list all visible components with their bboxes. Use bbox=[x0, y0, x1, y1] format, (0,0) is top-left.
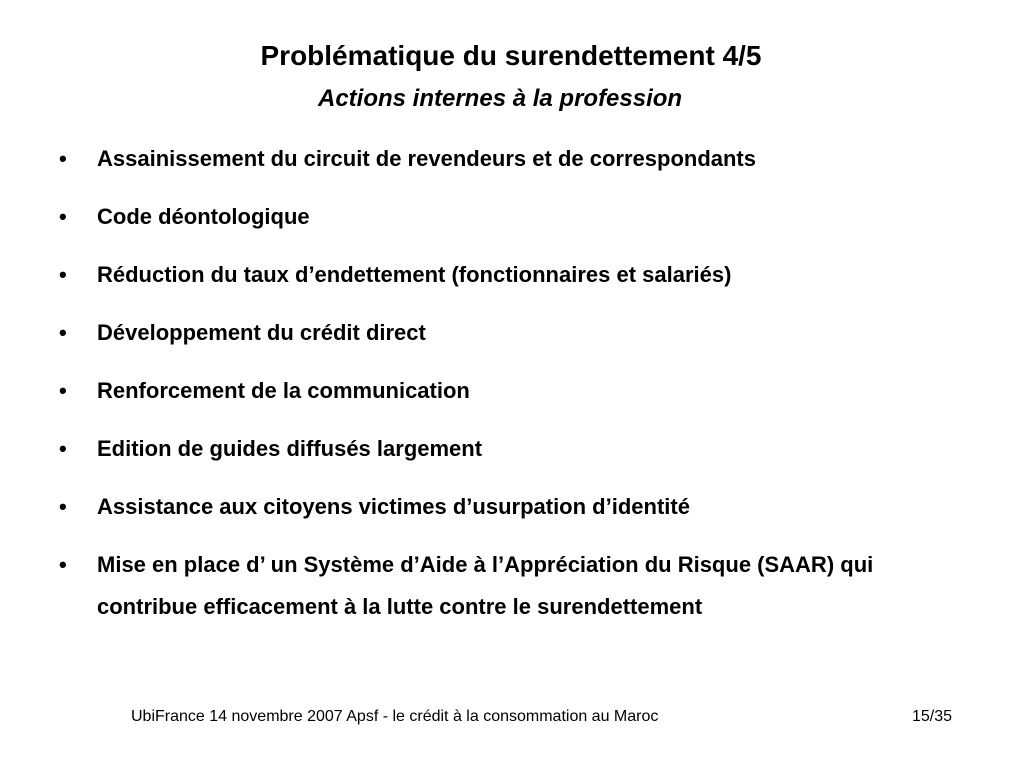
bullet-icon: • bbox=[59, 552, 67, 577]
bullet-item bbox=[56, 370, 976, 412]
bullet-text: Edition de guides diffusés largement bbox=[97, 436, 483, 461]
bullet-icon: • bbox=[59, 146, 67, 171]
bullet-item bbox=[56, 138, 976, 180]
bullet-icon: • bbox=[59, 494, 67, 519]
footer-text: UbiFrance 14 novembre 2007 Apsf - le crédit à la consommation au Maroc bbox=[131, 708, 659, 725]
bullet-item bbox=[56, 428, 976, 470]
bullet-item bbox=[56, 544, 976, 628]
bullet-text: Développement du crédit direct bbox=[97, 320, 426, 345]
slide-subtitle: Actions internes à la profession bbox=[318, 85, 683, 112]
bullet-icon: • bbox=[59, 320, 67, 345]
bullet-item bbox=[56, 486, 976, 528]
bullet-text: Mise en place d’ un Système d’Aide à l’Appréciation du Risque (SAAR) qui contribue efficacement à la lutte contre le surendettement bbox=[97, 552, 874, 619]
bullet-item bbox=[56, 196, 976, 238]
bullet-text: Code déontologique bbox=[97, 204, 310, 229]
bullet-text: Assainissement du circuit de revendeurs et de correspondants bbox=[97, 146, 756, 171]
bullet-item bbox=[56, 254, 976, 296]
bullet-icon: • bbox=[59, 378, 67, 403]
bullet-list bbox=[56, 138, 976, 644]
bullet-icon: • bbox=[59, 262, 67, 287]
slide-title: Problématique du surendettement 4/5 bbox=[260, 40, 762, 71]
bullet-icon: • bbox=[59, 436, 67, 461]
page-number: 15/35 bbox=[912, 708, 953, 725]
bullet-text: Assistance aux citoyens victimes d’usurpation d’identité bbox=[97, 494, 690, 519]
bullet-icon: • bbox=[59, 204, 67, 229]
bullet-text: Renforcement de la communication bbox=[97, 378, 470, 403]
bullet-item bbox=[56, 312, 976, 354]
bullet-text: Réduction du taux d’endettement (fonctionnaires et salariés) bbox=[97, 262, 732, 287]
